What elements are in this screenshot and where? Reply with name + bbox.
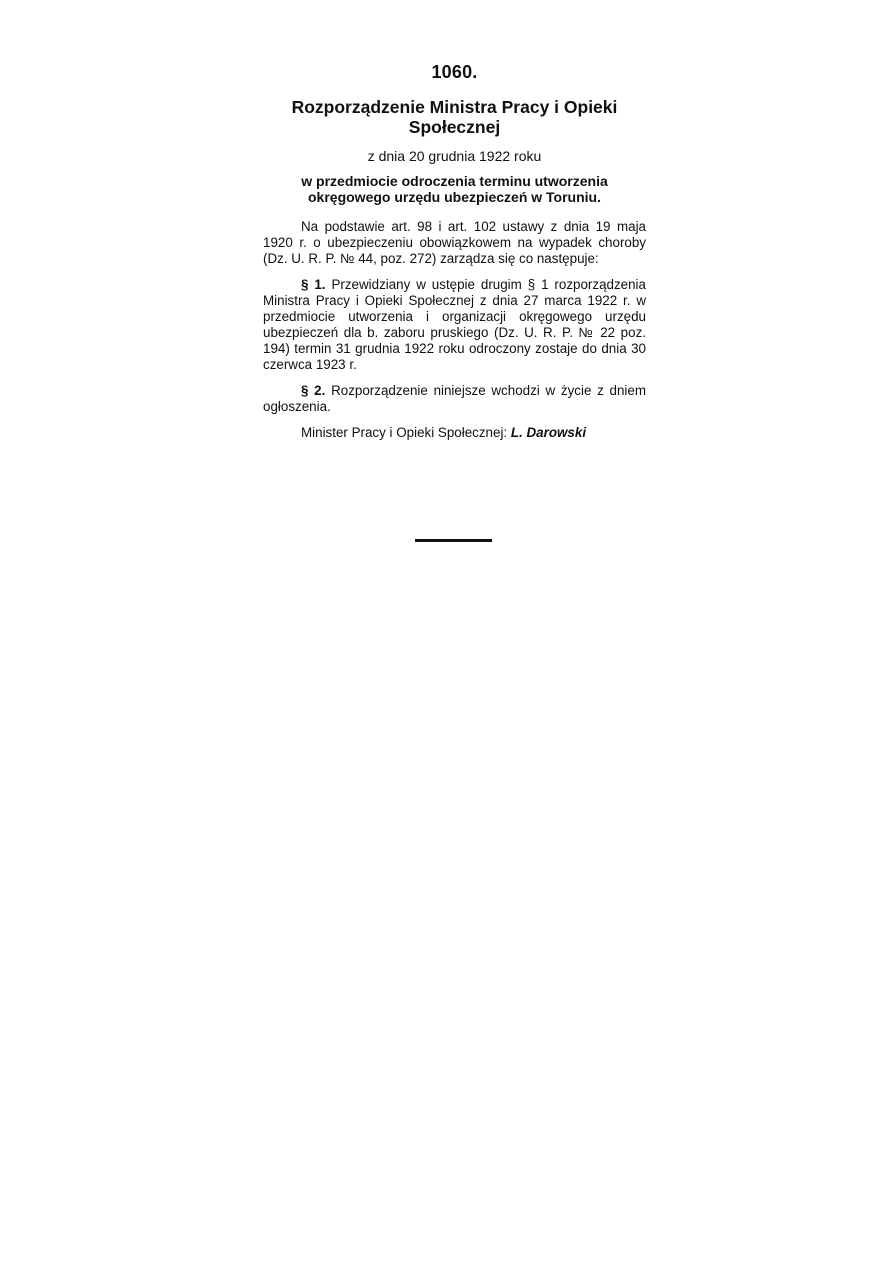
document-subject: w przedmiocie odroczenia terminu utworzenia okręgowego urzędu ubezpieczeń w Toruniu. (301, 173, 608, 205)
section-1-mark: § 1. (301, 277, 326, 292)
document-date: z dnia 20 grudnia 1922 roku (367, 148, 542, 164)
end-divider (415, 539, 492, 542)
document-page (263, 62, 646, 441)
signature-label: Minister Pracy i Opieki Społecznej: (301, 425, 508, 440)
signature-line (263, 425, 646, 441)
preamble-paragraph: Na podstawie art. 98 i art. 102 ustawy z dnia 19 maja 1920 r. o ubezpieczeniu obowiązkowem na wypadek choroby (Dz. U. R. P. № 44, poz. 272) zarządza się co następuje: (263, 219, 646, 266)
page-number: 1060. (431, 62, 478, 82)
document-title: Rozporządzenie Ministra Pracy i Opieki Społecznej (291, 97, 618, 137)
section-2-mark: § 2. (301, 383, 326, 398)
section-1-paragraph (263, 277, 646, 373)
section-2-paragraph (263, 383, 646, 415)
section-2-text: Rozporządzenie niniejsze wchodzi w życie z dniem ogłoszenia. (263, 383, 646, 414)
signature-name: L. Darowski (510, 425, 587, 440)
section-1-text: Przewidziany w ustępie drugim § 1 rozporządzenia Ministra Pracy i Opieki Społecznej z dnia 27 marca 1922 r. w przedmiocie utworzenia i organizacji okręgowego urzędu ubezpieczeń dla b. zaboru pruskiego (Dz. U. R. P. № 22 poz. 194) termin 31 grudnia 1922 roku odroczony zostaje do dnia 30 czerwca 1923 r. (263, 277, 646, 372)
